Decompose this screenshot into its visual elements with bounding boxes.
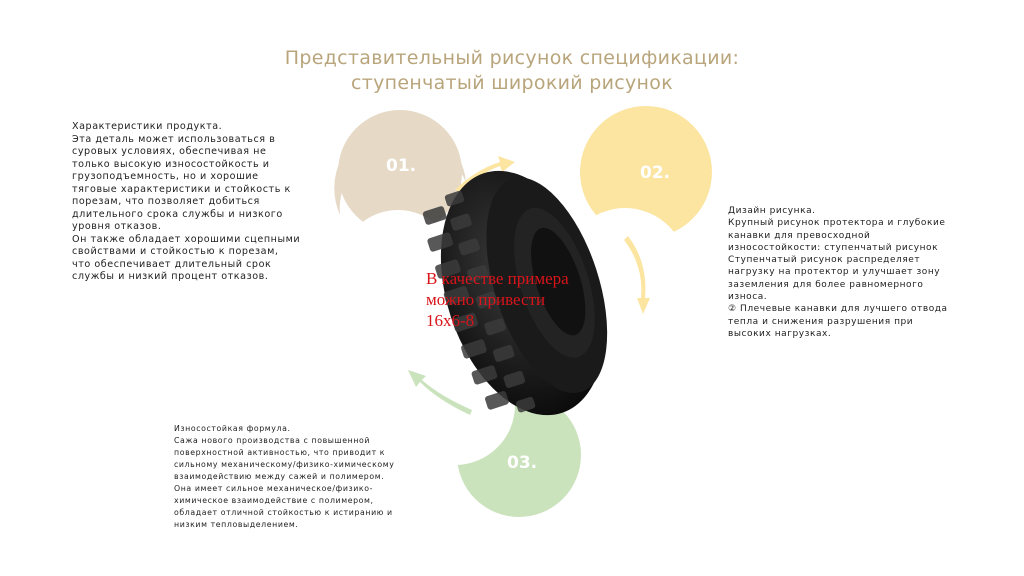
text-line: Износостойкая формула. — [174, 424, 291, 433]
text-line: тепла и снижения разрушения при — [728, 316, 914, 327]
text-line: суровых условиях, обеспечивая не — [72, 146, 267, 157]
text-line: службы и низкий процент отказов. — [72, 271, 269, 282]
text-line: износа. — [728, 292, 768, 303]
text-line: грузоподъемность, но и хорошие — [72, 171, 259, 182]
text-line: ② Плечевые канавки для лучшего отвода — [728, 304, 948, 315]
overlay-line: В качестве примера — [426, 269, 569, 288]
text-line: химическое взаимодействие с полимером, — [174, 496, 374, 505]
title-line-1: Представительный рисунок спецификации: — [284, 47, 740, 69]
step-1-number: 01. — [386, 156, 417, 176]
step-3-number: 03. — [507, 453, 538, 473]
text-line: свойствами и стойкостью к порезам, — [72, 246, 279, 257]
pattern-design-text — [728, 205, 948, 340]
text-line: поверхностной активностью, что приводит к — [174, 448, 386, 457]
text-line: высоких нагрузках. — [728, 328, 832, 339]
text-line: обладает отличной стойкостью к истиранию и — [174, 508, 393, 517]
product-characteristics-text — [72, 121, 300, 284]
step-2-number: 02. — [640, 163, 671, 183]
text-line: Характеристики продукта. — [72, 121, 223, 132]
text-line: канавки для превосходной — [728, 230, 871, 241]
wear-resistant-formula-text — [174, 423, 394, 531]
title-line-2: ступенчатый широкий рисунок — [351, 72, 673, 94]
text-line: Он также обладает хорошими сцепными — [72, 233, 301, 245]
text-line: взаимодействию между сажей и полимером. — [174, 472, 385, 481]
text-line: заземления для более равномерного — [728, 279, 924, 290]
text-line: Ступенчатый рисунок распределяет — [728, 255, 921, 266]
text-line: порезам, что позволяет добиться — [72, 196, 260, 207]
text-line: Она имеет сильное механическое/физико- — [174, 484, 373, 493]
text-line: Дизайн рисунка. — [728, 206, 816, 216]
text-line: сильному механическому/физико-химическому — [174, 460, 395, 469]
text-line: только высокую износостойкость и — [72, 158, 270, 170]
text-line: что обеспечивает длительный срок — [72, 258, 272, 270]
text-line: Эта деталь может использоваться в — [72, 133, 276, 145]
text-line: нагрузку на протектор и улучшает зону — [728, 267, 941, 278]
text-line: длительного срока службы и низкого — [72, 208, 283, 220]
example-size-overlay — [426, 268, 569, 331]
overlay-line: можно привести — [426, 290, 546, 309]
text-line: Сажа нового производства с повышенной — [174, 436, 371, 445]
text-line: износостойкости: ступенчатый рисунок — [728, 242, 939, 253]
text-line: уровня отказов. — [72, 221, 162, 232]
overlay-line: 16x6-8 — [426, 311, 475, 330]
text-line: тяговые характеристики и стойкость к — [72, 183, 291, 195]
text-line: Крупный рисунок протектора и глубокие — [728, 218, 946, 229]
text-line: низким тепловыделением. — [174, 520, 299, 529]
